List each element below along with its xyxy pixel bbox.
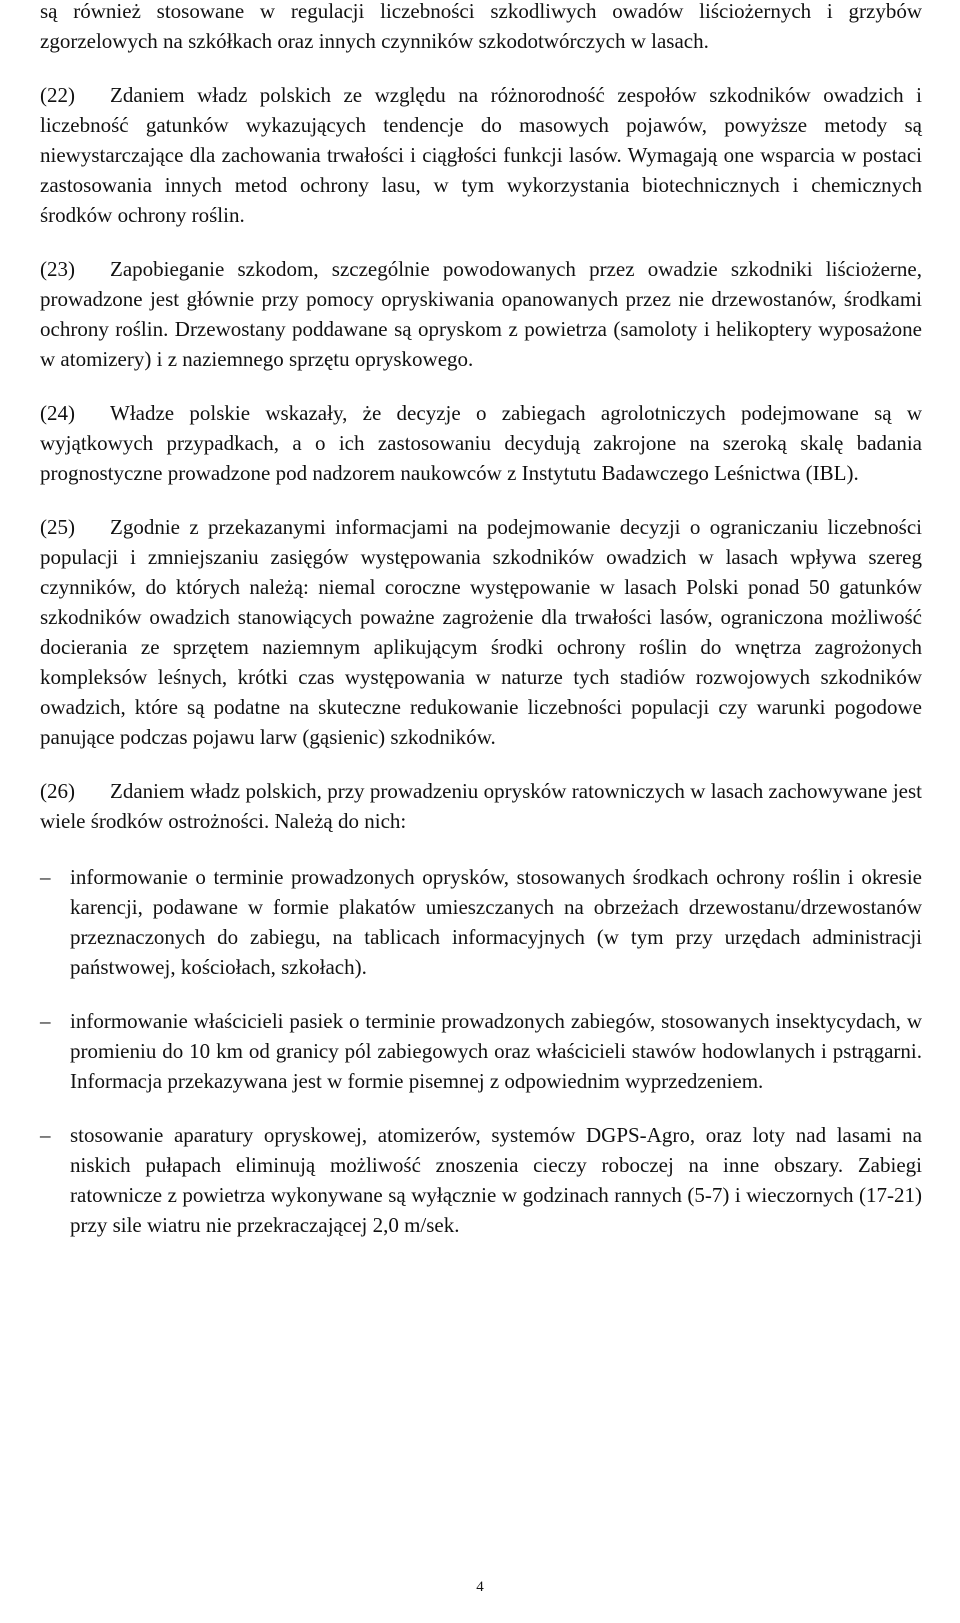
intro-paragraph: są również stosowane w regulacji liczebności szkodliwych owadów liściożernych i grzybów zgorzelowych na szkółkach oraz innych czynników szkodotwórczych w lasach. (40, 0, 922, 53)
bullet-item (40, 1120, 922, 1240)
dash-icon: – (40, 1009, 51, 1033)
paragraph-number: (25) (40, 515, 75, 539)
page-number: 4 (476, 1579, 484, 1595)
dash-icon: – (40, 1123, 51, 1147)
paragraph-25 (40, 512, 922, 752)
paragraph-23 (40, 254, 922, 374)
document-page (40, 0, 922, 1264)
bullet-text: informowanie o terminie prowadzonych oprysków, stosowanych środkach ochrony roślin i okresie karencji, podawane w formie plakatów umieszczanych na obrzeżach drzewostanu/drzewostanów przeznaczonych do zabiegu, na tablicach informacyjnych (w tym przy urzędach administracji państwowej, kościołach, szkołach). (70, 865, 922, 979)
paragraph-text: Władze polskie wskazały, że decyzje o zabiegach agrolotniczych podejmowane są w wyjątkowych przypadkach, a o ich zastosowaniu decydują zakrojone na szeroką skalę badania prognostyczne prowadzone pod nadzorem naukowców z Instytutu Badawczego Leśnictwa (IBL). (40, 401, 922, 485)
paragraph-22 (40, 80, 922, 230)
paragraph-number: (23) (40, 257, 75, 281)
bullet-item (40, 862, 922, 982)
bullet-item (40, 1006, 922, 1096)
paragraph-text: Zdaniem władz polskich, przy prowadzeniu oprysków ratowniczych w lasach zachowywane jest wiele środków ostrożności. Należą do nich: (40, 779, 922, 833)
paragraph-26 (40, 776, 922, 836)
paragraph-number: (22) (40, 83, 75, 107)
paragraph-text: Zapobieganie szkodom, szczególnie powodowanych przez owadzie szkodniki liściożerne, prowadzone jest głównie przy pomocy opryskiwania opanowanych przez nie drzewostanów, środkami ochrony roślin. Drzewostany poddawane są opryskom z powietrza (samoloty i helikoptery wyposażone w atomizery) i z naziemnego sprzętu opryskowego. (40, 257, 922, 371)
paragraph-number: (26) (40, 779, 75, 803)
bullet-text: informowanie właścicieli pasiek o terminie prowadzonych zabiegów, stosowanych insektycydach, w promieniu do 10 km od granicy pól zabiegowych oraz właścicieli stawów hodowlanych i pstrągarni. Informacja przekazywana jest w formie pisemnej z odpowiednim wyprzedzeniem. (70, 1009, 922, 1093)
paragraph-24 (40, 398, 922, 488)
paragraph-number: (24) (40, 401, 75, 425)
paragraph-text: Zdaniem władz polskich ze względu na różnorodność zespołów szkodników owadzich i liczebność gatunków wykazujących tendencje do masowych pojawów, powyższe metody są niewystarczające dla zachowania trwałości i ciągłości funkcji lasów. Wymagają one wsparcia w postaci zastosowania innych metod ochrony lasu, w tym wykorzystania biotechnicznych i chemicznych środków ochrony roślin. (40, 83, 922, 227)
bullet-text: stosowanie aparatury opryskowej, atomizerów, systemów DGPS-Agro, oraz loty nad lasami na niskich pułapach eliminują możliwość znoszenia cieczy roboczej na inne obszary. Zabiegi ratownicze z powietrza wykonywane są wyłącznie w godzinach rannych (5-7) i wieczornych (17-21) przy sile wiatru nie przekraczającej 2,0 m/sek. (70, 1123, 922, 1237)
dash-icon: – (40, 865, 51, 889)
paragraph-text: Zgodnie z przekazanymi informacjami na podejmowanie decyzji o ograniczaniu liczebności populacji i zmniejszaniu zasięgów występowania szkodników owadzich w lasach wpływa szereg czynników, do których należą: niemal coroczne występowanie w lasach Polski ponad 50 gatunków szkodników owadzich stanowiących poważne zagrożenie dla trwałości lasów, ograniczona możliwość docierania ze sprzętem naziemnym aplikującym środki ochrony roślin do wnętrza zagrożonych kompleksów leśnych, krótki czas występowania w naturze tych stadiów rozwojowych szkodników owadzich, które są podatne na skuteczne redukowanie liczebności populacji czy warunki pogodowe panujące podczas pojawu larw (gąsienic) szkodników. (40, 515, 922, 749)
bullet-list (40, 862, 922, 1240)
